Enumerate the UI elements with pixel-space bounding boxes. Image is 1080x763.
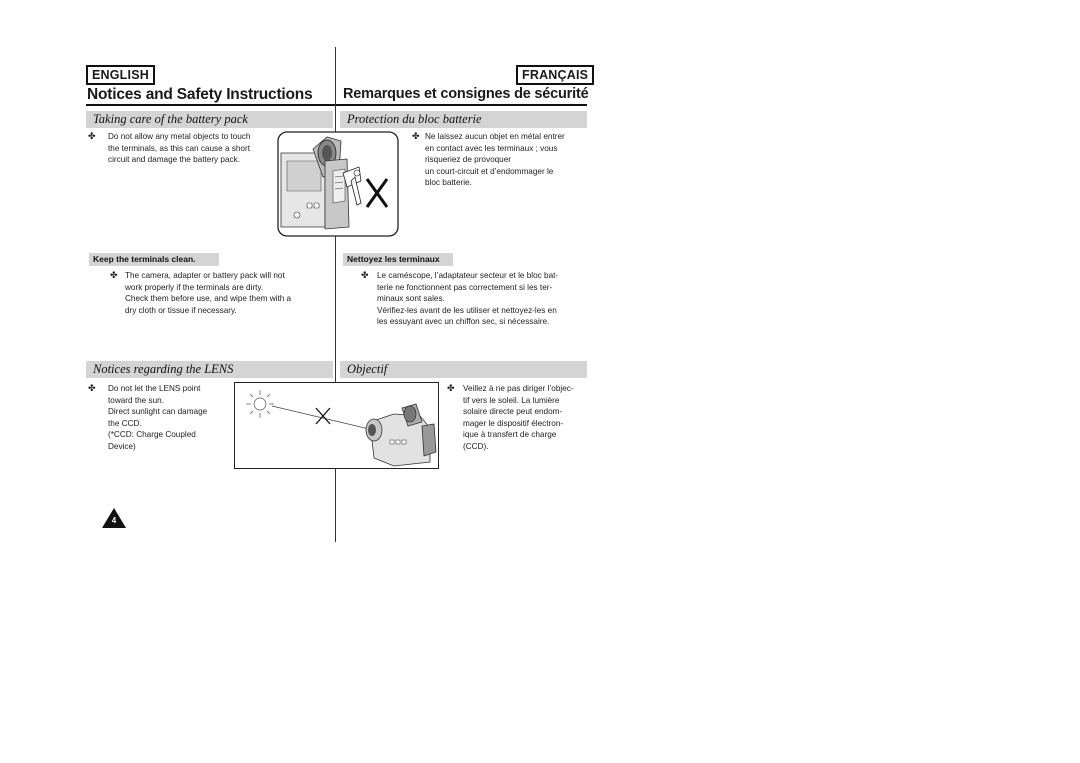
bullet-icon: ✤ [88,131,96,141]
header-rule [86,104,587,106]
subheading-terminals-fr: Nettoyez les terminaux [343,253,453,266]
bullet-icon: ✤ [412,131,420,141]
terminals-text-en: The camera, adapter or battery pack will not work properly if the terminals are dirty. Check them before use, and wipe them with a dry cloth or tissue if necessary. [125,271,292,315]
bullet-icon: ✤ [88,383,96,393]
page-title-french: Remarques et consignes de sécurité [343,86,589,102]
section-heading-battery-en: Taking care of the battery pack [86,111,333,128]
subheading-terminals-en: Keep the terminals clean. [89,253,219,266]
lens-sun-illustration [234,382,440,470]
section-heading-battery-fr: Protection du bloc batterie [340,111,587,128]
lens-text-fr: Veillez à ne pas diriger l’objec- tif vers le soleil. La lumière solaire directe peut endom- mager le dispositif électron- ique à transfert de charge (CCD). [463,384,574,451]
page-title-english: Notices and Safety Instructions [87,86,313,103]
battery-text-en: Do not allow any metal objects to touch the terminals, as this can cause a short circuit and damage the battery pack. [108,132,251,165]
sun-icon [246,390,274,418]
bullet-icon: ✤ [447,383,455,393]
section-heading-lens-fr: Objectif [340,361,587,378]
bullet-icon: ✤ [361,270,369,280]
lens-text-en: Do not let the LENS point toward the sun. Direct sunlight can damage the CCD. (*CCD: Charge Coupled Device) [108,384,208,451]
bullet-icon: ✤ [110,270,118,280]
battery-text-fr: Ne laissez aucun objet en métal entrer en contact avec les terminaux ; vous risqueriez de provoquer un court-circuit et d’endommager le bloc batterie. [425,132,565,188]
french-label: FRANÇAIS [516,65,594,85]
page-number: 4 [111,516,117,525]
battery-terminal-illustration [277,131,401,238]
english-label: ENGLISH [86,65,155,85]
terminals-text-fr: Le caméscope, l’adaptateur secteur et le bloc bat- terie ne fonctionnent pas correctement si les ter- minaux sont sales. Vérifiez-les avant de les utiliser et nettoyez-les en les essuyant avec un chiffon sec, si nécessaire. [377,271,559,327]
section-heading-lens-en: Notices regarding the LENS [86,361,333,378]
